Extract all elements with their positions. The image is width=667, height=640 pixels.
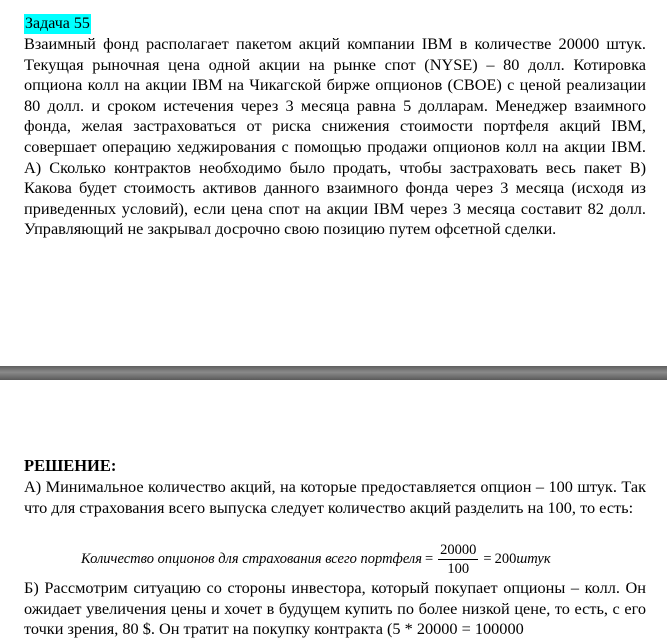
- solution-paragraph-a: А) Минимальное количество акций, на которые предоставляется опцион – 100 штук. Так что для страхования всего выпуска следует количество акций разделить на 100, то есть:: [24, 477, 646, 517]
- formula-numerator: 20000: [440, 541, 477, 558]
- formula-fraction: [438, 541, 478, 578]
- formula-label: Количество опционов для страхования всего портфеля: [81, 550, 422, 567]
- solution-paragraph-b: Б) Рассмотрим ситуацию со стороны инвестора, который покупает опционы – колл. Он ожидает увеличения цены и хочет в будущем купить по более низкой цене, то есть, с его точки зрения, 80 $. Он тратит на покупку контракта (5 * 20000 = 100000: [24, 578, 646, 639]
- formula-equals-1: =: [424, 550, 434, 567]
- formula-unit: штук: [516, 550, 551, 567]
- solution-heading: РЕШЕНИЕ:: [24, 456, 117, 475]
- formula-result: 200: [494, 550, 517, 567]
- page-break-divider: [0, 366, 667, 380]
- formula: [81, 538, 551, 580]
- task-label: Задача 55: [25, 15, 90, 32]
- formula-equals-2: =: [483, 550, 492, 567]
- problem-text: Взаимный фонд располагает пакетом акций компании IBM в количестве 20000 штук. Текущая рыночная цена одной акции на рынке спот (NYSE) – 80 долл. Котировка опциона колл на акции IBM на Чикагской бирже опционов (CBOE) с ценой реализации 80 долл. и сроком истечения через 3 месяца равна 5 долларам. Менеджер взаимного фонда, желая застраховаться от риска снижения стоимости портфеля акций IBM, совершает операцию хеджирования с помощью продажи опционов колл на акции IBM. A) Сколько контрактов необходимо было продать, чтобы застраховать весь пакет B) Какова будет стоимость активов данного взаимного фонда через 3 месяца (исходя из приведенных условий), если цена спот на акции IBM через 3 месяца составит 82 долл. Управляющий не закрывал досрочно свою позицию путем офсетной сделки.: [24, 34, 646, 239]
- formula-denominator: 100: [447, 560, 470, 577]
